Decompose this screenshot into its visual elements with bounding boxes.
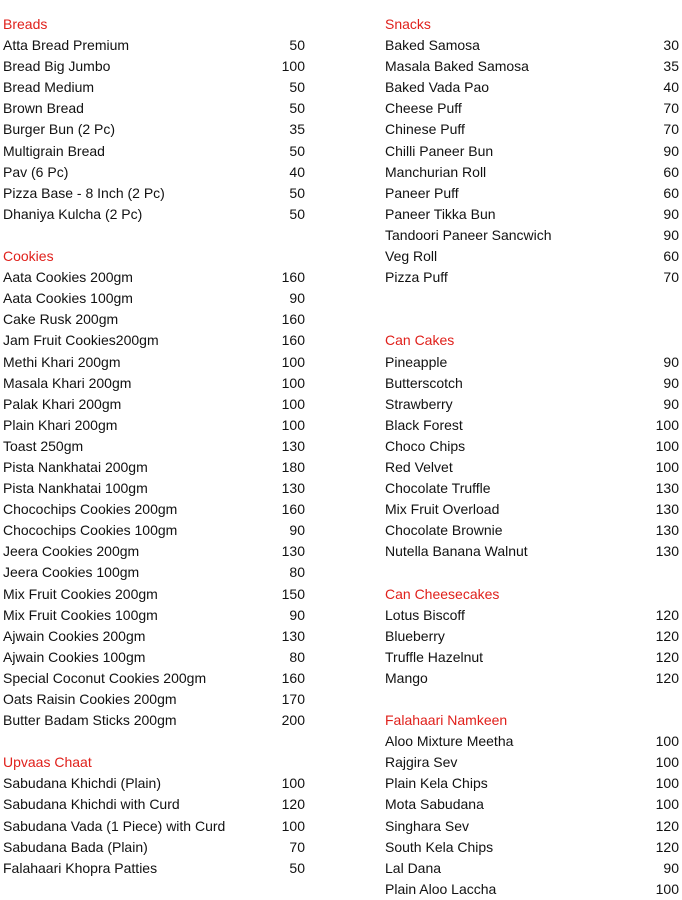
item-price: 50: [289, 37, 305, 54]
menu-item: [385, 520, 679, 541]
item-price: 100: [655, 754, 679, 771]
section-heading: Falahaari Namkeen: [385, 712, 508, 729]
item-name: Special Coconut Cookies 200gm: [3, 669, 207, 686]
item-name: Masala Baked Samosa: [385, 58, 529, 75]
item-name: Cake Rusk 200gm: [3, 311, 119, 328]
menu-item: [3, 35, 305, 56]
menu-item: [3, 773, 305, 794]
menu-item: [385, 246, 679, 267]
item-price: 120: [655, 627, 679, 644]
item-name: Strawberry: [385, 395, 453, 412]
item-name: Aloo Mixture Meetha: [385, 733, 514, 750]
menu-item: [3, 98, 305, 119]
item-name: Sabudana Vada (1 Piece) with Curd: [3, 817, 226, 834]
menu-item: [385, 373, 679, 394]
menu-item: [3, 288, 305, 309]
section-breads: [3, 14, 305, 225]
item-price: 35: [289, 121, 305, 138]
item-price: 90: [289, 522, 305, 539]
item-name: Chilli Paneer Bun: [385, 142, 494, 159]
item-price: 100: [281, 416, 305, 433]
item-price: 130: [281, 627, 305, 644]
item-name: Black Forest: [385, 416, 463, 433]
menu-item: [3, 689, 305, 710]
section-heading: Breads: [3, 16, 48, 32]
item-price: 180: [281, 458, 305, 475]
menu-item: [3, 415, 305, 436]
left-column: [3, 14, 305, 879]
item-price: 100: [281, 775, 305, 792]
item-name: Ajwain Cookies 100gm: [3, 648, 146, 665]
menu-item: [3, 605, 305, 626]
menu-item: [385, 478, 679, 499]
item-price: 120: [655, 606, 679, 623]
item-price: 70: [663, 100, 679, 117]
item-name: Aata Cookies 200gm: [3, 269, 133, 286]
item-price: 130: [655, 480, 679, 497]
menu-item: [3, 478, 305, 499]
item-price: 90: [663, 353, 679, 370]
item-price: 120: [655, 817, 679, 834]
item-price: 50: [289, 184, 305, 201]
menu-item: [3, 204, 305, 225]
item-price: 120: [281, 796, 305, 813]
menu-item: [385, 204, 679, 225]
item-name: Plain Khari 200gm: [3, 416, 118, 433]
item-price: 90: [663, 859, 679, 876]
menu-item: [3, 457, 305, 478]
menu-item: [385, 499, 679, 520]
item-price: 50: [289, 205, 305, 222]
item-price: 100: [655, 733, 679, 750]
item-price: 120: [655, 669, 679, 686]
item-name: Veg Roll: [385, 248, 438, 265]
item-name: Blueberry: [385, 627, 445, 644]
menu-item: [385, 56, 679, 77]
menu-item: [385, 794, 679, 815]
item-price: 100: [281, 353, 305, 370]
item-price: 90: [289, 606, 305, 623]
menu-item: [3, 837, 305, 858]
item-price: 130: [281, 437, 305, 454]
item-price: 60: [663, 163, 679, 180]
item-name: Jeera Cookies 100gm: [3, 564, 140, 581]
item-price: 160: [281, 669, 305, 686]
item-name: Aata Cookies 100gm: [3, 290, 133, 307]
item-price: 50: [289, 859, 305, 876]
menu-item: [385, 457, 679, 478]
item-name: Palak Khari 200gm: [3, 395, 122, 412]
item-name: Baked Samosa: [385, 37, 480, 54]
menu-item: [3, 668, 305, 689]
menu-item: [3, 183, 305, 204]
item-price: 170: [281, 691, 305, 707]
menu-item: [3, 816, 305, 837]
item-price: 130: [655, 543, 679, 560]
item-price: 70: [663, 269, 679, 286]
item-name: South Kela Chips: [385, 838, 494, 855]
menu-item: [385, 626, 679, 647]
item-price: 100: [655, 458, 679, 475]
section-heading: Upvaas Chaat: [3, 754, 92, 771]
item-name: Jam Fruit Cookies200gm: [3, 332, 159, 349]
menu-item: [3, 352, 305, 373]
item-name: Sabudana Bada (Plain): [3, 838, 148, 855]
item-name: Masala Khari 200gm: [3, 374, 132, 391]
menu-item: [385, 119, 679, 140]
item-price: 130: [655, 501, 679, 518]
menu-item: [3, 119, 305, 140]
menu-item: [3, 394, 305, 415]
menu-item: [3, 794, 305, 815]
item-price: 100: [281, 817, 305, 834]
item-name: Chocochips Cookies 200gm: [3, 501, 178, 518]
item-price: 50: [289, 142, 305, 159]
item-name: Nutella Banana Walnut: [385, 543, 528, 560]
item-name: Bread Big Jumbo: [3, 58, 111, 75]
item-price: 100: [655, 416, 679, 433]
menu-item: [385, 647, 679, 668]
item-name: Pista Nankhatai 100gm: [3, 480, 148, 497]
item-price: 60: [663, 184, 679, 201]
item-name: Choco Chips: [385, 437, 466, 454]
menu-item: [385, 837, 679, 858]
item-price: 200: [281, 712, 305, 729]
item-name: Pav (6 Pc): [3, 163, 69, 180]
menu-item: [385, 394, 679, 415]
item-price: 100: [281, 58, 305, 75]
item-name: Ajwain Cookies 200gm: [3, 627, 146, 644]
item-name: Plain Aloo Laccha: [385, 880, 497, 897]
item-name: Paneer Puff: [385, 184, 459, 201]
menu-item: [385, 668, 679, 689]
item-name: Bread Medium: [3, 79, 95, 96]
item-name: Methi Khari 200gm: [3, 353, 121, 370]
item-price: 130: [655, 522, 679, 539]
item-price: 90: [663, 226, 679, 243]
item-name: Atta Bread Premium: [3, 37, 130, 54]
item-name: Mix Fruit Overload: [385, 501, 500, 518]
section-can-cheesecakes: [385, 584, 679, 689]
menu-item: [3, 584, 305, 605]
section-cookies: [3, 246, 305, 731]
item-name: Lal Dana: [385, 859, 442, 876]
section-heading: Snacks: [385, 16, 431, 32]
item-price: 70: [663, 121, 679, 138]
menu-item: [385, 352, 679, 373]
menu-item: [385, 225, 679, 246]
item-name: Baked Vada Pao: [385, 79, 490, 96]
item-price: 150: [281, 585, 305, 602]
item-name: Toast 250gm: [3, 437, 84, 454]
menu-item: [3, 330, 305, 351]
item-name: Jeera Cookies 200gm: [3, 543, 140, 560]
item-name: Paneer Tikka Bun: [385, 205, 496, 222]
item-name: Mota Sabudana: [385, 796, 484, 813]
item-price: 40: [663, 79, 679, 96]
menu-item: [3, 562, 305, 583]
menu-item: [3, 56, 305, 77]
menu-item: [3, 710, 305, 731]
section-can-cakes: [385, 330, 679, 562]
item-name: Oats Raisin Cookies 200gm: [3, 691, 177, 707]
item-price: 90: [663, 205, 679, 222]
menu-item: [385, 98, 679, 119]
item-price: 90: [663, 142, 679, 159]
item-price: 100: [655, 880, 679, 897]
item-name: Sabudana Khichdi (Plain): [3, 775, 161, 792]
menu-item: [3, 267, 305, 288]
item-price: 50: [289, 79, 305, 96]
item-name: Pista Nankhatai 200gm: [3, 458, 148, 475]
item-name: Sabudana Khichdi with Curd: [3, 796, 180, 813]
menu-item: [3, 373, 305, 394]
menu-item: [3, 141, 305, 162]
menu-item: [385, 183, 679, 204]
item-price: 130: [281, 480, 305, 497]
item-name: Pizza Base - 8 Inch (2 Pc): [3, 184, 165, 201]
menu-item: [385, 816, 679, 837]
section-heading: Can Cakes: [385, 332, 455, 349]
item-name: Tandoori Paneer Sancwich: [385, 226, 552, 243]
item-price: 160: [281, 501, 305, 518]
item-price: 40: [289, 163, 305, 180]
item-price: 70: [289, 838, 305, 855]
menu-item: [385, 415, 679, 436]
menu-item: [385, 436, 679, 457]
section-heading: Can Cheesecakes: [385, 585, 500, 602]
item-name: Chocolate Truffle: [385, 480, 491, 497]
item-name: Butter Badam Sticks 200gm: [3, 712, 177, 729]
menu-item: [385, 77, 679, 98]
menu-item: [3, 858, 305, 879]
section-heading: Cookies: [3, 248, 54, 265]
item-price: 90: [289, 290, 305, 307]
item-price: 50: [289, 100, 305, 117]
menu-item: [385, 773, 679, 794]
menu-item: [3, 647, 305, 668]
menu-item: [385, 605, 679, 626]
item-name: Truffle Hazelnut: [385, 648, 484, 665]
item-name: Falahaari Khopra Patties: [3, 859, 158, 876]
item-name: Plain Kela Chips: [385, 775, 488, 792]
item-price: 35: [663, 58, 679, 75]
item-price: 120: [655, 648, 679, 665]
item-price: 100: [281, 395, 305, 412]
item-price: 120: [655, 838, 679, 855]
menu-item: [3, 436, 305, 457]
item-name: Chinese Puff: [385, 121, 465, 138]
menu-item: [3, 162, 305, 183]
item-name: Mango: [385, 669, 428, 686]
item-name: Lotus Biscoff: [385, 606, 465, 623]
item-price: 30: [663, 37, 679, 54]
item-name: Pizza Puff: [385, 269, 448, 286]
item-name: Brown Bread: [3, 100, 84, 117]
item-name: Red Velvet: [385, 458, 453, 475]
item-price: 130: [281, 543, 305, 560]
menu-item: [3, 520, 305, 541]
item-price: 160: [281, 311, 305, 328]
item-name: Rajgira Sev: [385, 754, 458, 771]
item-name: Pineapple: [385, 353, 448, 370]
section-snacks: [385, 14, 679, 288]
menu-item: [385, 162, 679, 183]
item-name: Mix Fruit Cookies 100gm: [3, 606, 158, 623]
section-upvaas-chaat: [3, 752, 305, 879]
item-name: Singhara Sev: [385, 817, 470, 834]
item-name: Cheese Puff: [385, 100, 462, 117]
item-name: Chocolate Brownie: [385, 522, 503, 539]
item-name: Chocochips Cookies 100gm: [3, 522, 178, 539]
menu-item: [385, 752, 679, 773]
menu-item: [3, 77, 305, 98]
item-name: Multigrain Bread: [3, 142, 105, 159]
item-name: Manchurian Roll: [385, 163, 487, 180]
menu-item: [385, 267, 679, 288]
item-price: 100: [655, 775, 679, 792]
item-price: 60: [663, 248, 679, 265]
item-price: 100: [281, 374, 305, 391]
section-falahaari-namkeen: [385, 710, 679, 900]
item-price: 160: [281, 332, 305, 349]
menu-item: [385, 879, 679, 900]
item-price: 100: [655, 796, 679, 813]
right-column: [385, 14, 679, 900]
menu-item: [3, 309, 305, 330]
item-price: 160: [281, 269, 305, 286]
item-name: Mix Fruit Cookies 200gm: [3, 585, 158, 602]
menu-item: [385, 858, 679, 879]
item-name: Burger Bun (2 Pc): [3, 121, 116, 138]
item-name: Dhaniya Kulcha (2 Pc): [3, 205, 143, 222]
menu-item: [385, 141, 679, 162]
menu-item: [385, 35, 679, 56]
menu-item: [3, 626, 305, 647]
menu-item: [385, 541, 679, 562]
item-price: 80: [289, 648, 305, 665]
item-price: 90: [663, 395, 679, 412]
menu-item: [3, 541, 305, 562]
menu-item: [385, 731, 679, 752]
item-price: 100: [655, 437, 679, 454]
item-price: 90: [663, 374, 679, 391]
item-price: 80: [289, 564, 305, 581]
item-name: Butterscotch: [385, 374, 463, 391]
menu-item: [3, 499, 305, 520]
